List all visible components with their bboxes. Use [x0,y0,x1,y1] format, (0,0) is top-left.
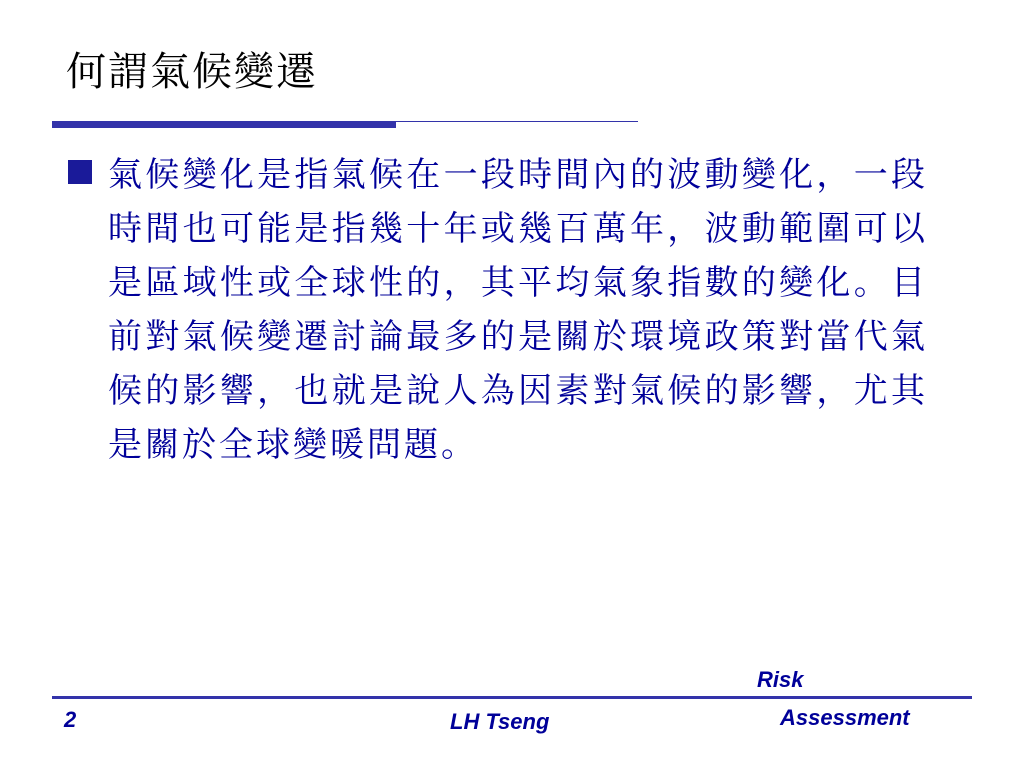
page-number: 2 [64,707,77,732]
footer-course-line-1: Risk [757,667,804,692]
square-bullet-icon [68,160,92,184]
footer-course-line-2: Assessment [780,705,910,730]
footer-divider [52,696,972,699]
bullet-item [68,148,928,472]
footer-author: LH Tseng [450,709,550,734]
slide-title: 何謂氣候變遷 [66,49,318,95]
title-underline-thick [52,121,396,128]
title-underline-thin [396,121,638,122]
bullet-text: 氣候變化是指氣候在一段時間內的波動變化，一段時間也可能是指幾十年或幾百萬年，波動範圍可以是區域性或全球性的，其平均氣象指數的變化。目前對氣候變遷討論最多的是關於環境政策對當代氣候的影響，也就是說人為因素對氣候的影響，尤其是關於全球變暖問題。 [108,155,928,465]
